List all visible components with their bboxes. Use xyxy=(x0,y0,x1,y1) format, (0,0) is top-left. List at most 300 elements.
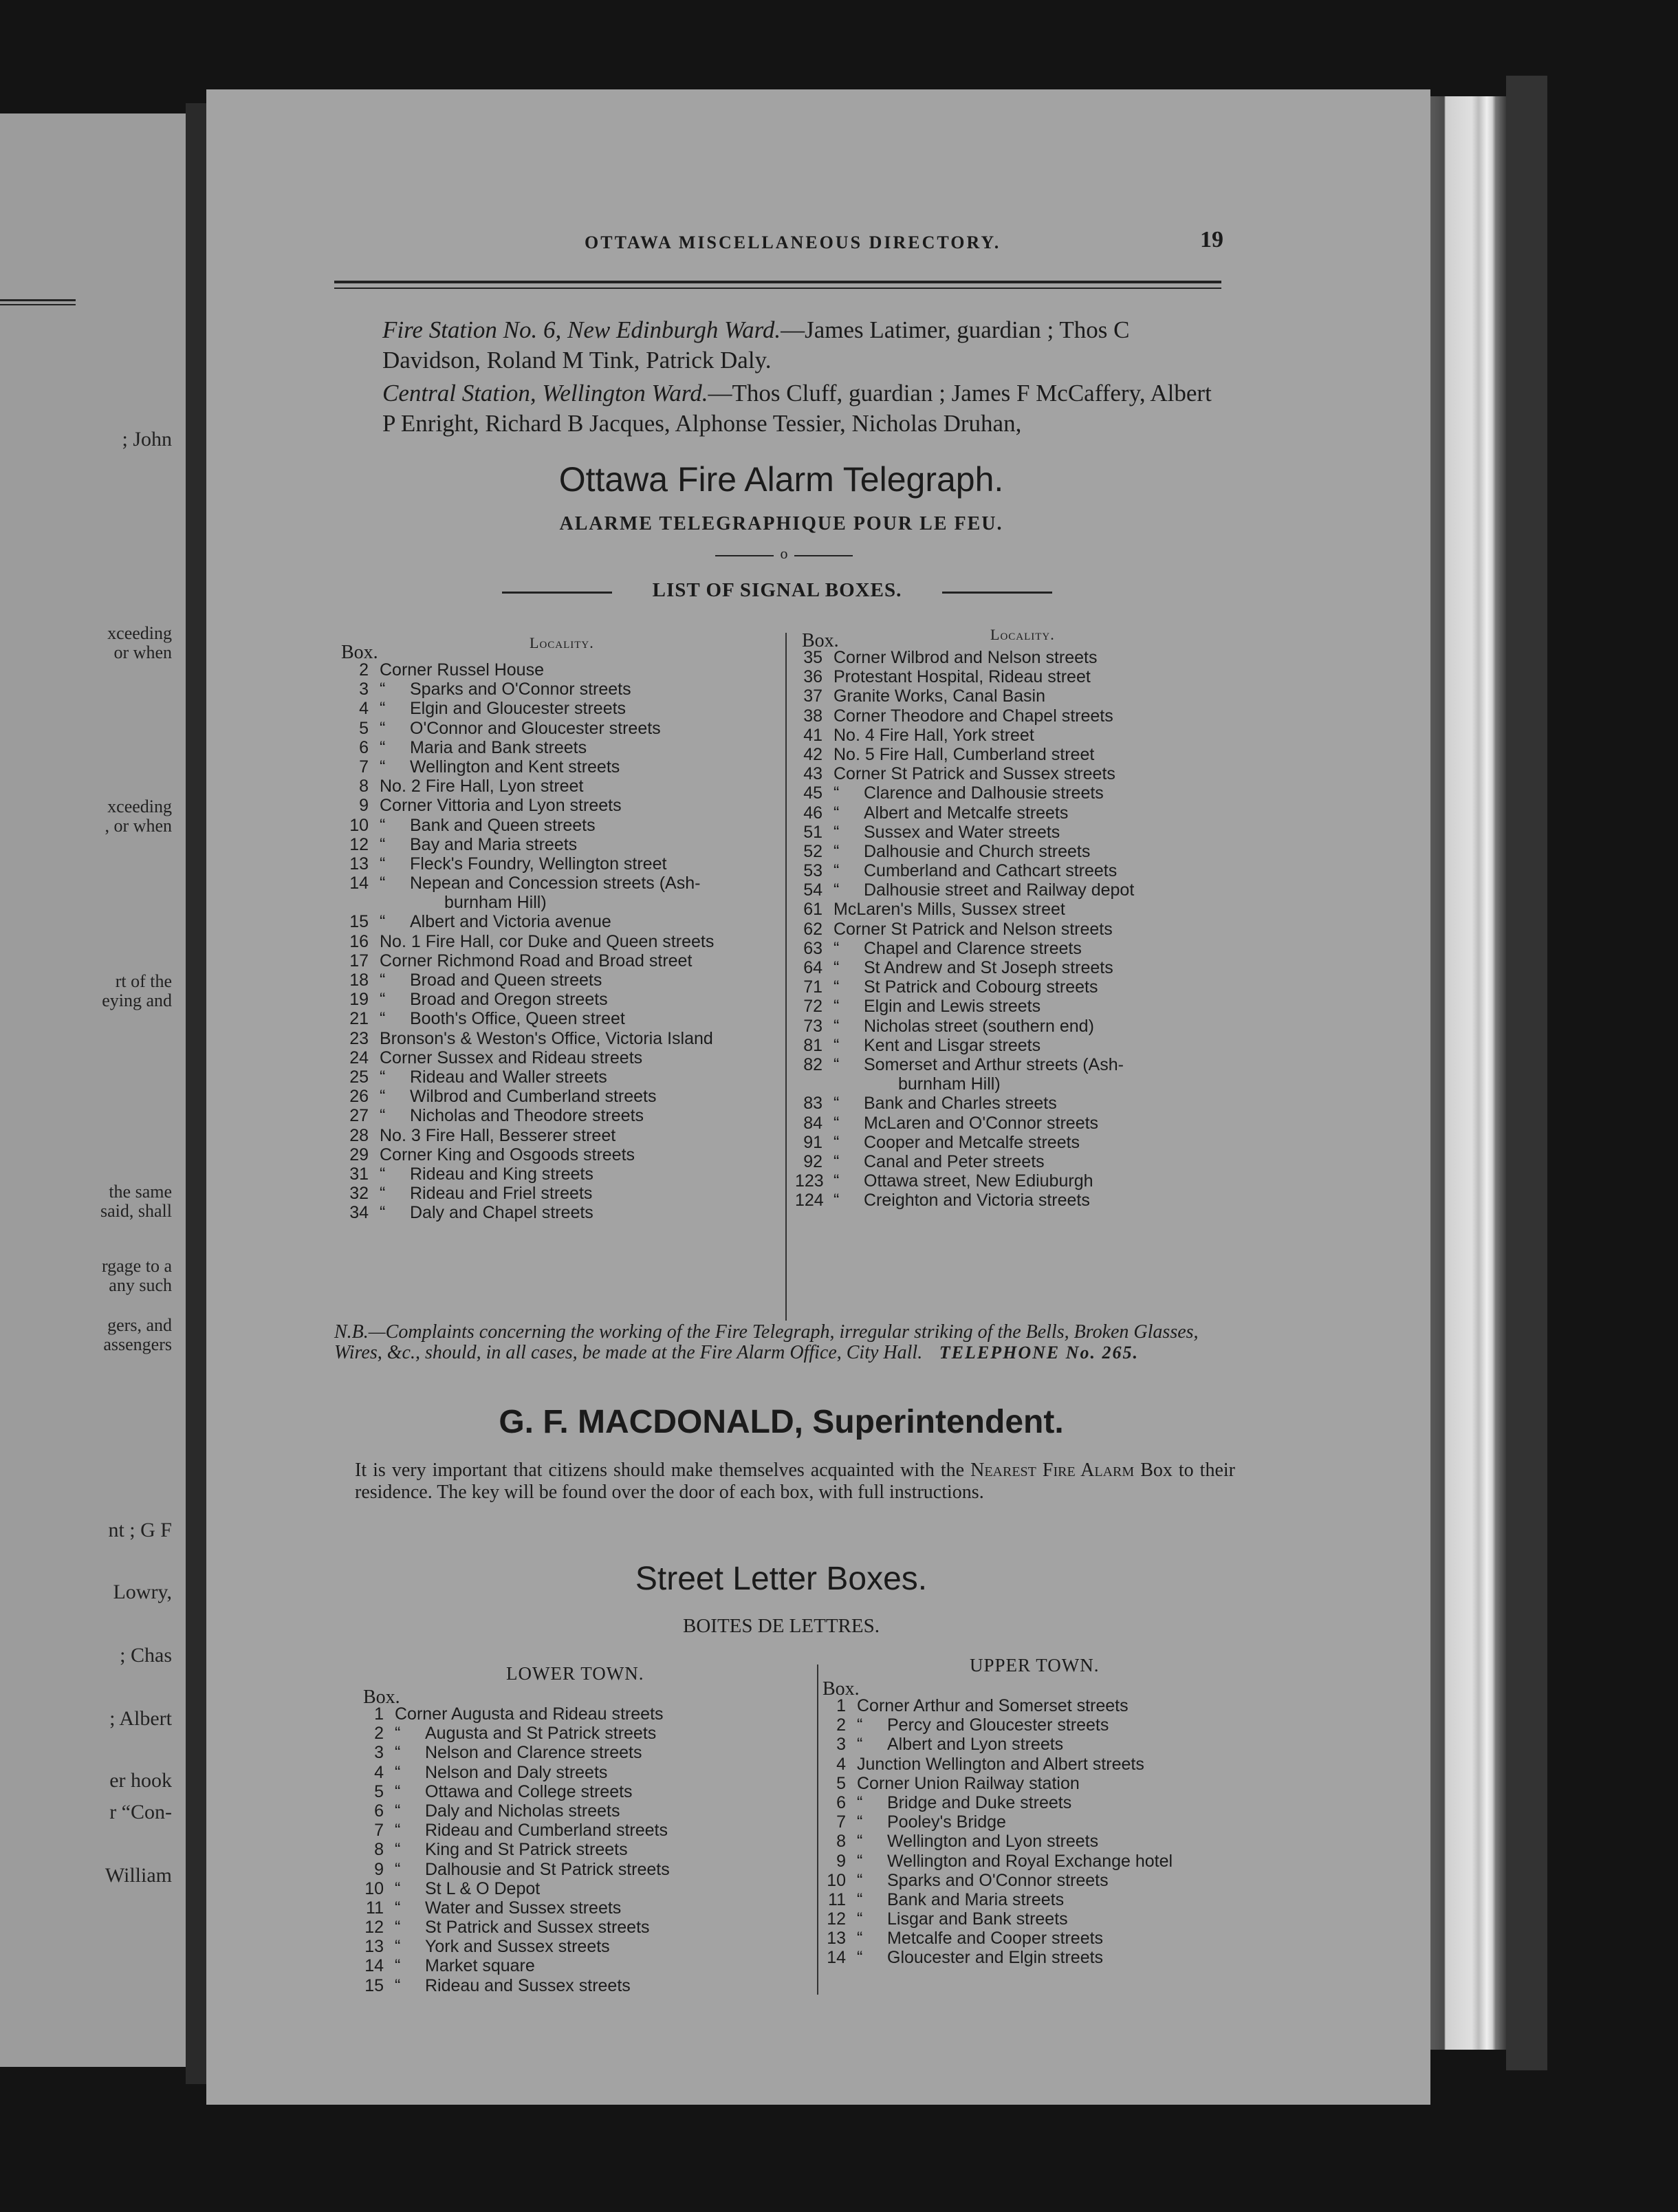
location-text: No. 1 Fire Hall, cor Duke and Queen streets xyxy=(380,931,715,951)
box-number: 21 xyxy=(349,1009,369,1029)
list-row xyxy=(341,796,781,815)
left-fragment: Lowry, xyxy=(113,1581,172,1603)
ditto-mark: “ xyxy=(833,880,840,900)
left-fragment: xceeding xyxy=(107,623,172,643)
ditto-mark: “ xyxy=(857,1870,863,1890)
left-fragment: ; Albert xyxy=(109,1707,172,1730)
ditto-mark: “ xyxy=(833,841,840,861)
location-text: McLaren's Mills, Sussex street xyxy=(833,900,1065,920)
list-row xyxy=(795,1191,1235,1210)
location-text: York and Sussex streets xyxy=(425,1937,610,1957)
left-fragment: said, shall xyxy=(100,1201,172,1221)
list-row xyxy=(795,977,1235,997)
box-number: 81 xyxy=(803,1035,822,1055)
list-row xyxy=(818,1909,1258,1929)
list-row xyxy=(818,1793,1258,1812)
box-number: 41 xyxy=(803,725,822,745)
box-number: 15 xyxy=(364,1975,384,1995)
box-number: 24 xyxy=(349,1048,369,1067)
column-separator xyxy=(785,633,787,1321)
box-number: 5 xyxy=(359,718,369,738)
box-number: 53 xyxy=(803,861,822,881)
ditto-mark: “ xyxy=(833,803,840,823)
box-number: 6 xyxy=(836,1792,846,1812)
citizen-advice xyxy=(355,1460,1235,1504)
advice-text-cont: Box to their residence. The key will be found over the door of each box, with full instructions. xyxy=(355,1460,1235,1503)
box-number: 5 xyxy=(836,1773,846,1793)
heading-rule-right xyxy=(942,592,1052,594)
left-page-fragment xyxy=(0,113,190,2067)
list-row xyxy=(341,971,781,990)
location-text: Bank and Queen streets xyxy=(410,815,596,835)
box-number: 8 xyxy=(374,1840,384,1860)
list-row xyxy=(795,1114,1235,1133)
box-column-header: Box. xyxy=(341,642,378,663)
central-station-entry xyxy=(334,378,1228,439)
ditto-mark: “ xyxy=(857,1851,863,1871)
ditto-mark: “ xyxy=(380,1087,386,1107)
location-text: Cumberland and Cathcart streets xyxy=(864,861,1118,881)
left-page-rule xyxy=(0,299,76,305)
list-row xyxy=(341,816,781,835)
list-row xyxy=(341,1106,781,1125)
list-row xyxy=(818,1871,1258,1890)
list-row xyxy=(341,1126,781,1145)
location-text: Rideau and Waller streets xyxy=(410,1067,607,1087)
list-row xyxy=(795,726,1235,745)
list-row xyxy=(795,667,1235,686)
ditto-mark: “ xyxy=(380,854,386,874)
ditto-mark: “ xyxy=(833,938,840,958)
location-text: Augusta and St Patrick streets xyxy=(425,1724,657,1744)
upper-town-list xyxy=(818,1696,1258,1968)
box-number: 14 xyxy=(827,1948,846,1968)
list-row xyxy=(356,1782,796,1801)
box-number: 43 xyxy=(803,764,822,784)
letter-boxes-subtitle: BOITES DE LETTRES. xyxy=(683,1615,880,1637)
ditto-mark: “ xyxy=(395,1743,401,1763)
box-number: 9 xyxy=(836,1851,846,1871)
box-number: 2 xyxy=(836,1715,846,1735)
location-text: No. 5 Fire Hall, Cumberland street xyxy=(833,744,1095,764)
box-number: 19 xyxy=(349,990,369,1010)
list-row xyxy=(795,1055,1235,1074)
box-number: 82 xyxy=(803,1054,822,1074)
complaints-note xyxy=(334,1322,1235,1363)
list-row xyxy=(795,861,1235,880)
box-number: 10 xyxy=(827,1870,846,1890)
location-text: Sparks and O'Connor streets xyxy=(887,1870,1109,1890)
left-fragment: ; Chas xyxy=(120,1644,172,1667)
location-text: Market square xyxy=(425,1956,535,1976)
ditto-mark: “ xyxy=(395,1975,401,1995)
location-text: Corner St Patrick and Nelson streets xyxy=(833,919,1113,939)
location-text: Dalhousie street and Railway depot xyxy=(864,880,1135,900)
signal-box-list-left xyxy=(341,660,781,1222)
location-text: Albert and Metcalfe streets xyxy=(864,803,1069,823)
location-text: Bank and Charles streets xyxy=(864,1094,1057,1114)
list-row xyxy=(795,939,1235,958)
ditto-mark: “ xyxy=(395,1724,401,1744)
ornament-divider xyxy=(715,545,853,563)
list-row xyxy=(818,1696,1258,1715)
box-number: 7 xyxy=(836,1812,846,1832)
list-row xyxy=(341,1184,781,1203)
left-fragment: r “Con- xyxy=(109,1801,172,1823)
location-text: Broad and Oregon streets xyxy=(410,990,608,1010)
box-number: 11 xyxy=(828,1889,846,1909)
location-text: Rideau and King streets xyxy=(410,1164,593,1184)
box-number: 51 xyxy=(803,822,822,842)
nb-label: N.B. xyxy=(334,1321,369,1343)
list-row xyxy=(818,1929,1258,1948)
station-text: —Thos Cluff, guardian ; James F McCaffery, Albert P Enright, Richard B Jacques, Alphonse Tessier, Nicholas Druhan, xyxy=(382,380,1212,437)
location-text: Cooper and Metcalfe streets xyxy=(864,1132,1080,1152)
box-number: 72 xyxy=(803,997,822,1017)
ditto-mark: “ xyxy=(857,1948,863,1968)
box-number: 73 xyxy=(803,1016,822,1036)
list-row xyxy=(356,1743,796,1762)
list-row xyxy=(341,777,781,796)
list-row xyxy=(795,706,1235,726)
ditto-mark: “ xyxy=(380,680,386,700)
location-text: Nelson and Clarence streets xyxy=(425,1743,642,1763)
box-number: 1 xyxy=(374,1704,384,1724)
box-number: 12 xyxy=(349,834,369,854)
location-text: Corner St Patrick and Sussex streets xyxy=(833,764,1115,784)
list-row xyxy=(795,823,1235,842)
ditto-mark: “ xyxy=(833,1132,840,1152)
box-number: 64 xyxy=(803,958,822,977)
box-number: 8 xyxy=(836,1832,846,1852)
book-cover-edge xyxy=(1506,76,1547,2070)
location-text: Metcalfe and Cooper streets xyxy=(887,1929,1104,1949)
ditto-mark: “ xyxy=(395,1918,401,1938)
box-number: 4 xyxy=(374,1762,384,1782)
ditto-mark: “ xyxy=(380,1184,386,1204)
ditto-mark: “ xyxy=(857,1909,863,1929)
location-text: No. 4 Fire Hall, York street xyxy=(833,725,1034,745)
list-row xyxy=(341,660,781,680)
ditto-mark: “ xyxy=(380,757,386,777)
list-row xyxy=(341,1087,781,1106)
box-number: 28 xyxy=(349,1125,369,1145)
location-text: Dalhousie and Church streets xyxy=(864,841,1091,861)
ditto-mark: “ xyxy=(395,1801,401,1821)
location-text: St Patrick and Sussex streets xyxy=(425,1918,650,1938)
list-row xyxy=(795,958,1235,977)
list-row xyxy=(356,1956,796,1975)
location-text: St Andrew and St Joseph streets xyxy=(864,958,1113,977)
box-number: 84 xyxy=(803,1113,822,1133)
list-row xyxy=(818,1735,1258,1754)
ditto-mark: “ xyxy=(833,1094,840,1114)
location-text: Rideau and Friel streets xyxy=(410,1184,593,1204)
location-text: Percy and Gloucester streets xyxy=(887,1715,1109,1735)
list-row xyxy=(795,920,1235,939)
location-text: Creighton and Victoria streets xyxy=(864,1191,1090,1211)
list-row xyxy=(356,1704,796,1724)
box-number: 27 xyxy=(349,1106,369,1126)
ditto-mark: “ xyxy=(380,815,386,835)
list-row xyxy=(795,842,1235,861)
location-text: Rideau and Sussex streets xyxy=(425,1975,631,1995)
ditto-mark: “ xyxy=(395,1937,401,1957)
fire-station-6-entry xyxy=(334,315,1228,376)
ornament-glyph: o xyxy=(780,545,788,562)
box-number: 83 xyxy=(803,1094,822,1114)
station-label: Central Station, Wellington Ward. xyxy=(382,380,708,406)
ditto-mark: “ xyxy=(380,737,386,757)
list-row xyxy=(341,680,781,699)
list-row xyxy=(818,1852,1258,1871)
box-number: 12 xyxy=(364,1918,384,1938)
location-text: Corner Sussex and Rideau streets xyxy=(380,1048,643,1067)
list-row xyxy=(341,1029,781,1048)
left-fragment: xceeding xyxy=(107,796,172,816)
ditto-mark: “ xyxy=(395,1956,401,1976)
ditto-mark: “ xyxy=(380,718,386,738)
ditto-mark: “ xyxy=(380,1009,386,1029)
ditto-mark: “ xyxy=(380,1164,386,1184)
list-row xyxy=(795,1036,1235,1055)
location-text: Nelson and Daly streets xyxy=(425,1762,608,1782)
location-text: Pooley's Bridge xyxy=(887,1812,1006,1832)
location-text: Ottawa and College streets xyxy=(425,1781,633,1801)
left-fragment: the same xyxy=(109,1182,172,1202)
ditto-mark: “ xyxy=(380,834,386,854)
box-number: 62 xyxy=(803,919,822,939)
list-row xyxy=(795,1171,1235,1191)
ditto-mark: “ xyxy=(395,1762,401,1782)
box-number: 7 xyxy=(359,757,369,777)
location-text: Elgin and Lewis streets xyxy=(864,997,1041,1017)
location-text: Sussex and Water streets xyxy=(864,822,1060,842)
location-text: Water and Sussex streets xyxy=(425,1898,622,1918)
box-number: 32 xyxy=(349,1184,369,1204)
list-row xyxy=(795,900,1235,919)
list-row xyxy=(356,1879,796,1898)
location-text: Corner King and Osgoods streets xyxy=(380,1145,635,1164)
ditto-mark: “ xyxy=(833,997,840,1017)
box-number: 5 xyxy=(374,1781,384,1801)
list-row xyxy=(341,912,781,931)
box-number: 34 xyxy=(349,1203,369,1223)
ditto-mark: “ xyxy=(833,783,840,803)
location-text: Bank and Maria streets xyxy=(887,1889,1065,1909)
location-text: O'Connor and Gloucester streets xyxy=(410,718,661,738)
list-row xyxy=(341,932,781,951)
list-row xyxy=(356,1763,796,1782)
box-number: 38 xyxy=(803,706,822,726)
location-text: St Patrick and Cobourg streets xyxy=(864,977,1098,997)
list-row xyxy=(795,1152,1235,1171)
ditto-mark: “ xyxy=(857,1735,863,1755)
list-row xyxy=(795,803,1235,823)
ditto-mark: “ xyxy=(833,1171,840,1191)
list-row xyxy=(356,1840,796,1859)
location-text: St L & O Depot xyxy=(425,1878,541,1898)
box-column-header: Box. xyxy=(822,1678,860,1700)
list-row xyxy=(341,1145,781,1164)
list-row xyxy=(795,764,1235,783)
list-row xyxy=(818,1832,1258,1851)
ditto-mark: “ xyxy=(395,1821,401,1841)
list-row xyxy=(341,1164,781,1184)
list-row xyxy=(341,738,781,757)
box-number: 25 xyxy=(349,1067,369,1087)
location-text: Protestant Hospital, Rideau street xyxy=(833,667,1091,687)
location-text: Wellington and Royal Exchange hotel xyxy=(887,1851,1173,1871)
location-text: Junction Wellington and Albert streets xyxy=(857,1754,1144,1774)
advice-emphasis: Nearest Fire Alarm xyxy=(970,1460,1135,1481)
ditto-mark: “ xyxy=(833,958,840,977)
ditto-mark: “ xyxy=(857,1812,863,1832)
list-row xyxy=(341,1048,781,1067)
box-number: 123 xyxy=(795,1171,824,1191)
ditto-mark: “ xyxy=(395,1840,401,1860)
left-fragment: rt of the xyxy=(115,971,172,991)
location-text: Fleck's Foundry, Wellington street xyxy=(410,854,667,874)
left-fragment: ; John xyxy=(122,428,172,451)
box-number: 37 xyxy=(803,686,822,706)
box-number: 54 xyxy=(803,880,822,900)
location-text: Broad and Queen streets xyxy=(410,971,602,990)
list-row xyxy=(341,893,781,912)
location-text: Somerset and Arthur streets (Ash- xyxy=(864,1054,1124,1074)
location-text: Corner Vittoria and Lyon streets xyxy=(380,796,622,816)
box-number: 23 xyxy=(349,1028,369,1048)
box-number: 12 xyxy=(827,1909,846,1929)
superintendent-name: G. F. MACDONALD, Superintendent. xyxy=(499,1404,1064,1440)
list-row xyxy=(795,1094,1235,1113)
advice-text: It is very important that citizens should make themselves acquainted with the xyxy=(355,1460,971,1481)
location-text: Chapel and Clarence streets xyxy=(864,938,1082,958)
ditto-mark: “ xyxy=(380,1203,386,1223)
page-number: 19 xyxy=(1200,227,1223,252)
ditto-mark: “ xyxy=(380,874,386,893)
box-number: 6 xyxy=(374,1801,384,1821)
box-number: 3 xyxy=(359,680,369,700)
location-text: Corner Augusta and Rideau streets xyxy=(395,1704,664,1724)
signal-boxes-heading-text: LIST OF SIGNAL BOXES. xyxy=(652,579,902,601)
ditto-mark: “ xyxy=(857,1889,863,1909)
location-text: Wellington and Lyon streets xyxy=(887,1832,1099,1852)
left-fragment: rgage to a xyxy=(101,1256,172,1276)
location-text: Bridge and Duke streets xyxy=(887,1792,1072,1812)
box-number: 14 xyxy=(364,1956,384,1976)
list-row xyxy=(341,951,781,971)
list-row xyxy=(795,783,1235,803)
box-number: 63 xyxy=(803,938,822,958)
box-number: 91 xyxy=(803,1132,822,1152)
list-row xyxy=(341,990,781,1009)
ditto-mark: “ xyxy=(833,861,840,881)
ditto-mark: “ xyxy=(833,1151,840,1171)
list-row xyxy=(341,1203,781,1222)
ditto-mark: “ xyxy=(380,912,386,932)
box-number: 4 xyxy=(836,1754,846,1774)
ditto-mark: “ xyxy=(395,1859,401,1879)
box-number: 10 xyxy=(349,815,369,835)
location-text: McLaren and O'Connor streets xyxy=(864,1113,1099,1133)
signal-box-list-right xyxy=(795,648,1235,1210)
box-number: 4 xyxy=(359,699,369,719)
location-text: Daly and Nicholas streets xyxy=(425,1801,620,1821)
ditto-mark: “ xyxy=(395,1781,401,1801)
box-number: 45 xyxy=(803,783,822,803)
box-number: 9 xyxy=(374,1859,384,1879)
directory-page xyxy=(206,89,1430,2105)
box-column-header: Box. xyxy=(363,1687,400,1708)
list-row xyxy=(356,1918,796,1937)
ditto-mark: “ xyxy=(833,977,840,997)
ditto-mark: “ xyxy=(380,971,386,990)
location-text: Maria and Bank streets xyxy=(410,737,587,757)
locality-column-header: Locality. xyxy=(990,626,1055,643)
box-number: 6 xyxy=(359,737,369,757)
box-number: 17 xyxy=(349,951,369,971)
location-text: burnham Hill) xyxy=(898,1074,1001,1094)
list-row xyxy=(795,745,1235,764)
ditto-mark: “ xyxy=(857,1792,863,1812)
left-fragment: eying and xyxy=(102,990,172,1010)
list-row xyxy=(795,1074,1235,1094)
list-row xyxy=(356,1860,796,1879)
location-text: Daly and Chapel streets xyxy=(410,1203,593,1223)
list-row xyxy=(818,1948,1258,1967)
list-row xyxy=(795,1133,1235,1152)
list-row xyxy=(818,1890,1258,1909)
location-text: King and St Patrick streets xyxy=(425,1840,628,1860)
location-text: Dalhousie and St Patrick streets xyxy=(425,1859,670,1879)
box-number: 2 xyxy=(359,660,369,680)
ditto-mark: “ xyxy=(380,699,386,719)
ditto-mark: “ xyxy=(395,1898,401,1918)
left-fragment: William xyxy=(105,1864,172,1887)
location-text: Gloucester and Elgin streets xyxy=(887,1948,1104,1968)
list-row xyxy=(356,1976,796,1995)
box-number: 42 xyxy=(803,744,822,764)
box-number: 13 xyxy=(349,854,369,874)
location-text: Booth's Office, Queen street xyxy=(410,1009,625,1029)
box-number: 16 xyxy=(349,931,369,951)
upper-town-heading: UPPER TOWN. xyxy=(970,1655,1100,1676)
ditto-mark: “ xyxy=(380,1106,386,1126)
box-number: 3 xyxy=(836,1735,846,1755)
ditto-mark: “ xyxy=(380,1067,386,1087)
page-edges xyxy=(1430,96,1506,2050)
location-text: Rideau and Cumberland streets xyxy=(425,1821,668,1841)
box-number: 15 xyxy=(349,912,369,932)
ditto-mark: “ xyxy=(857,1929,863,1949)
list-row xyxy=(795,997,1235,1016)
location-text: Wellington and Kent streets xyxy=(410,757,620,777)
nb-text: —Complaints concerning the working of the Fire Telegraph, irregular striking of the Bells, Broken Glasses, Wires, &c., should, in all cases, be made at the Fire Alarm Office, City Hall. xyxy=(334,1321,1199,1363)
list-row xyxy=(341,719,781,738)
box-number: 36 xyxy=(803,667,822,687)
box-number: 92 xyxy=(803,1151,822,1171)
location-text: Canal and Peter streets xyxy=(864,1151,1045,1171)
running-head: OTTAWA MISCELLANEOUS DIRECTORY. xyxy=(585,232,1001,252)
location-text: Ottawa street, New Ediuburgh xyxy=(864,1171,1093,1191)
box-number: 13 xyxy=(827,1929,846,1949)
ditto-mark: “ xyxy=(833,1016,840,1036)
list-row xyxy=(341,757,781,777)
location-text: Bronson's & Weston's Office, Victoria Island xyxy=(380,1028,713,1048)
fire-alarm-title: Ottawa Fire Alarm Telegraph. xyxy=(558,460,1004,499)
list-row xyxy=(356,1937,796,1956)
